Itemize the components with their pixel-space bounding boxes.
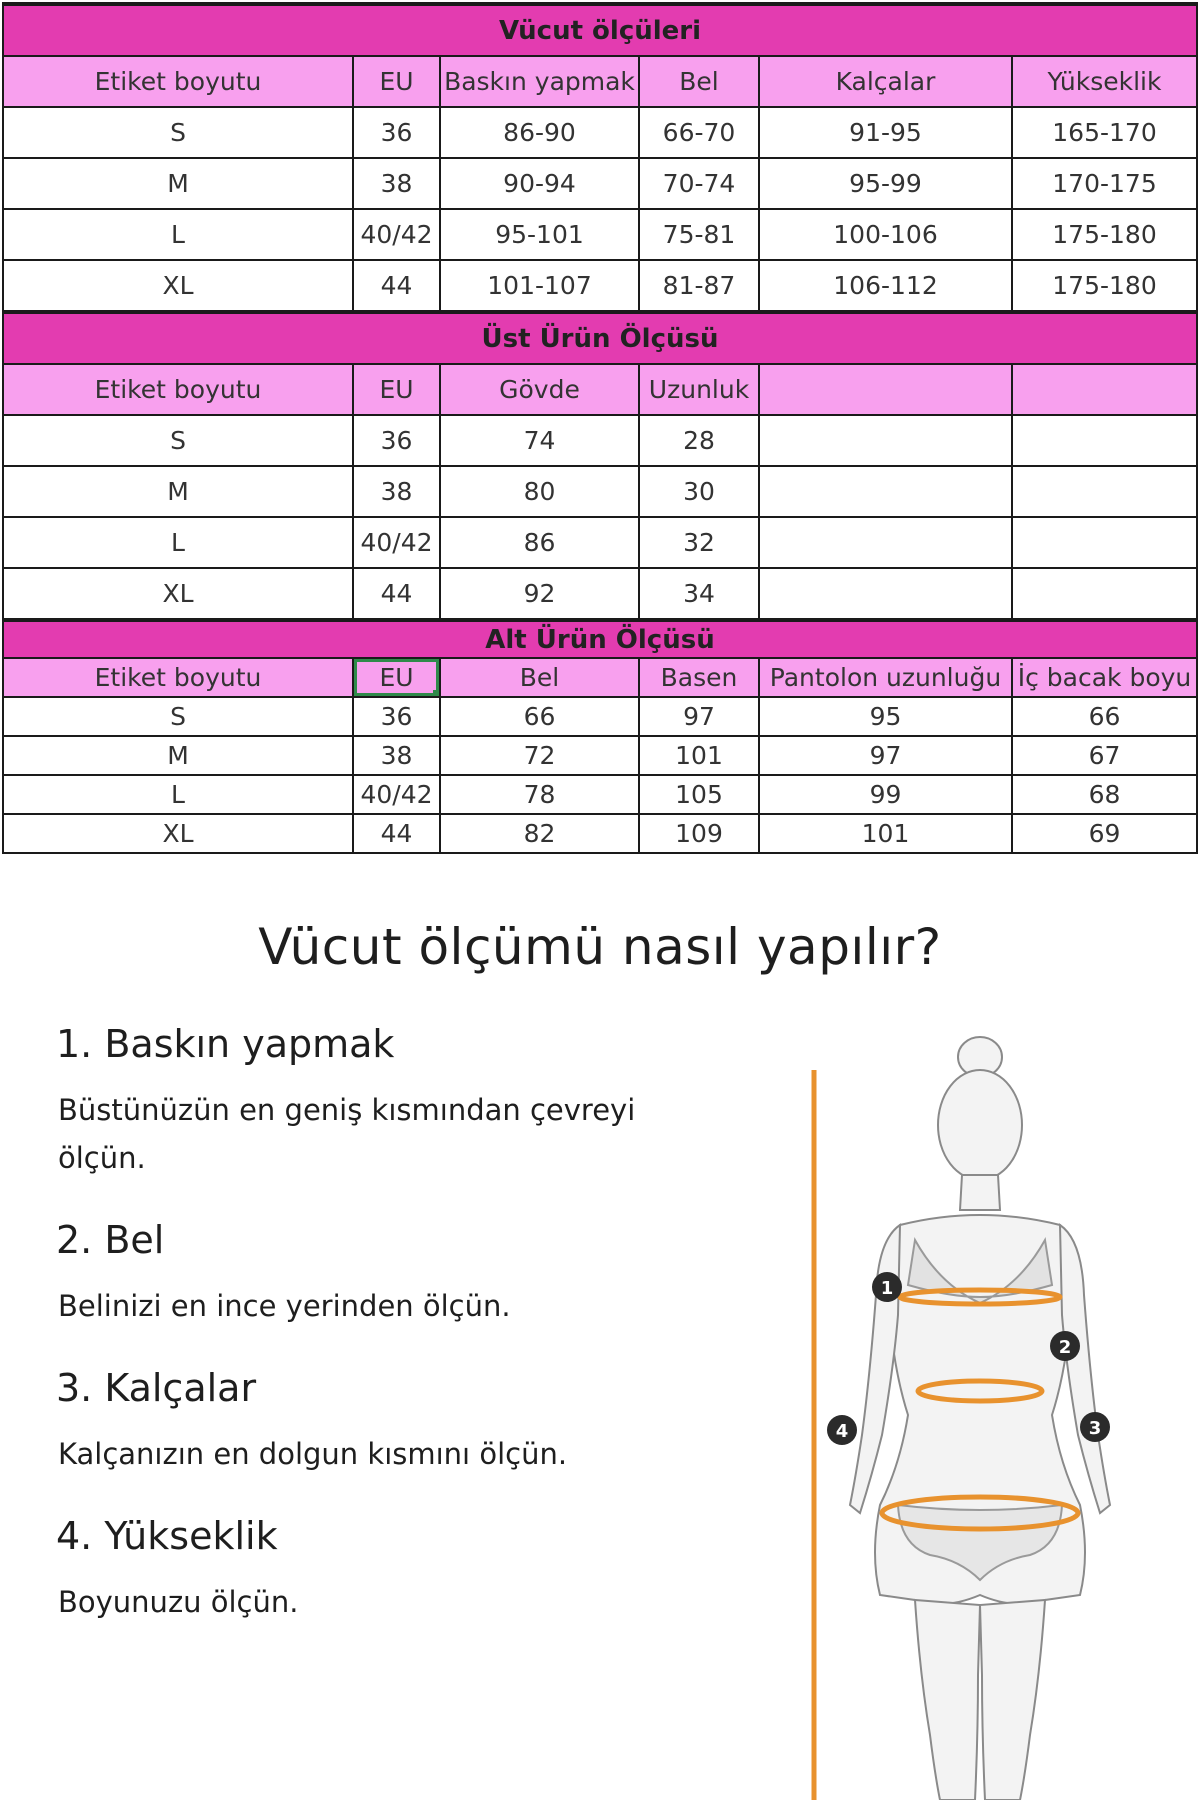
table-cell[interactable]: 92 (440, 568, 639, 620)
table-cell[interactable]: 66 (440, 697, 639, 736)
table-cell[interactable]: S (3, 697, 353, 736)
step-2-text: Belinizi en ince yerinden ölçün. (58, 1289, 511, 1323)
step-4-text: Boyunuzu ölçün. (58, 1585, 299, 1619)
table-row (3, 736, 1197, 775)
table-row (3, 260, 1197, 312)
table-cell[interactable]: 32 (639, 517, 759, 568)
top-product-title: Üst Ürün Ölçüsü (3, 312, 1197, 364)
table-cell[interactable] (759, 568, 1012, 620)
header-cell[interactable]: Bel (639, 56, 759, 107)
table-cell[interactable]: 106-112 (759, 260, 1012, 312)
table-cell[interactable]: XL (3, 568, 353, 620)
marker-1 (872, 1272, 902, 1302)
header-cell[interactable]: Basen (639, 658, 759, 697)
table-cell[interactable]: L (3, 209, 353, 260)
table-cell[interactable]: 86-90 (440, 107, 639, 158)
marker-2-label: 2 (1058, 1337, 1072, 1358)
table-cell[interactable]: S (3, 107, 353, 158)
woman-silhouette (850, 1037, 1110, 1800)
table-cell[interactable]: 101 (639, 736, 759, 775)
header-cell[interactable]: Gövde (440, 364, 639, 415)
table-cell[interactable]: L (3, 775, 353, 814)
table-row (3, 775, 1197, 814)
header-cell[interactable]: Yükseklik (1012, 56, 1197, 107)
table-cell[interactable] (1012, 466, 1197, 517)
table-cell[interactable]: 95-101 (440, 209, 639, 260)
table-cell[interactable]: 68 (1012, 775, 1197, 814)
step-2-heading: 2. Bel (56, 1218, 165, 1262)
table-cell[interactable]: 34 (639, 568, 759, 620)
table-cell[interactable]: 38 (353, 736, 440, 775)
table-row (3, 107, 1197, 158)
marker-2 (1050, 1331, 1080, 1361)
table-cell[interactable]: 175-180 (1012, 209, 1197, 260)
marker-4-label: 4 (835, 1421, 849, 1442)
header-cell[interactable]: Etiket boyutu (3, 658, 353, 697)
table-cell[interactable]: 66 (1012, 697, 1197, 736)
table-cell[interactable]: M (3, 158, 353, 209)
body-measurement-figure (790, 1035, 1150, 1800)
table-cell[interactable]: 165-170 (1012, 107, 1197, 158)
step-3-heading: 3. Kalçalar (56, 1366, 257, 1410)
table-cell[interactable]: 105 (639, 775, 759, 814)
table-cell[interactable]: 66-70 (639, 107, 759, 158)
table-cell[interactable]: 28 (639, 415, 759, 466)
table-cell[interactable]: 36 (353, 107, 440, 158)
table-cell[interactable]: 36 (353, 697, 440, 736)
table-cell[interactable] (1012, 517, 1197, 568)
table-cell[interactable]: 67 (1012, 736, 1197, 775)
table-cell[interactable]: 97 (639, 697, 759, 736)
table-cell[interactable]: 95-99 (759, 158, 1012, 209)
marker-3 (1080, 1412, 1110, 1442)
table-cell[interactable]: 38 (353, 466, 440, 517)
table-cell[interactable]: 40/42 (353, 775, 440, 814)
table-cell[interactable]: 101 (759, 814, 1012, 853)
step-1-text: Büstünüzün en geniş kısmından çevreyi ölçün. (58, 1093, 636, 1175)
table-row (3, 568, 1197, 620)
table-row (3, 466, 1197, 517)
header-cell[interactable]: Kalçalar (759, 56, 1012, 107)
table-row (3, 697, 1197, 736)
header-cell[interactable] (1012, 364, 1197, 415)
table-row (3, 415, 1197, 466)
guide-title: Vücut ölçümü nasıl yapılır? (258, 918, 942, 976)
table-cell[interactable]: 82 (440, 814, 639, 853)
table-cell[interactable] (1012, 415, 1197, 466)
table-cell[interactable]: S (3, 415, 353, 466)
header-cell[interactable]: İç bacak boyu (1012, 658, 1197, 697)
header-cell[interactable]: Pantolon uzunluğu (759, 658, 1012, 697)
header-cell[interactable]: Etiket boyutu (3, 364, 353, 415)
table-cell[interactable]: 86 (440, 517, 639, 568)
table-cell[interactable]: 175-180 (1012, 260, 1197, 312)
header-cell[interactable]: EU (353, 364, 440, 415)
table-cell[interactable] (759, 415, 1012, 466)
table-cell[interactable]: 101-107 (440, 260, 639, 312)
table-cell[interactable]: 109 (639, 814, 759, 853)
table-cell[interactable] (1012, 568, 1197, 620)
table-cell[interactable]: 36 (353, 415, 440, 466)
table-cell[interactable]: 74 (440, 415, 639, 466)
table-cell[interactable]: 78 (440, 775, 639, 814)
table-cell[interactable]: 44 (353, 260, 440, 312)
header-cell[interactable]: Baskın yapmak (440, 56, 639, 107)
table-cell[interactable]: M (3, 466, 353, 517)
marker-4 (827, 1415, 857, 1445)
step-3-text: Kalçanızın en dolgun kısmını ölçün. (58, 1437, 568, 1471)
table-row (3, 814, 1197, 853)
marker-1-label: 1 (880, 1278, 894, 1299)
table-cell[interactable]: 97 (759, 736, 1012, 775)
size-chart-table (2, 2, 1198, 854)
selected-header-cell[interactable]: EU (353, 658, 440, 697)
table-cell[interactable]: 69 (1012, 814, 1197, 853)
table-cell[interactable]: 40/42 (353, 517, 440, 568)
table-cell[interactable]: 75-81 (639, 209, 759, 260)
header-cell[interactable]: Uzunluk (639, 364, 759, 415)
header-cell[interactable]: Bel (440, 658, 639, 697)
step-4-heading: 4. Yükseklik (56, 1514, 278, 1558)
body-measurements-title: Vücut ölçüleri (3, 4, 1197, 56)
header-cell[interactable]: EU (353, 56, 440, 107)
table-cell[interactable] (759, 517, 1012, 568)
table-row (3, 209, 1197, 260)
table-cell[interactable]: 40/42 (353, 209, 440, 260)
table-cell[interactable]: 100-106 (759, 209, 1012, 260)
table-cell[interactable] (759, 466, 1012, 517)
table-cell[interactable]: 72 (440, 736, 639, 775)
table-cell[interactable]: 70-74 (639, 158, 759, 209)
table-cell[interactable]: XL (3, 814, 353, 853)
marker-3-label: 3 (1088, 1418, 1102, 1439)
header-cell[interactable] (759, 364, 1012, 415)
table-cell[interactable]: 44 (353, 814, 440, 853)
bottom-product-title: Alt Ürün Ölçüsü (3, 620, 1197, 658)
table-cell[interactable]: 44 (353, 568, 440, 620)
table-cell[interactable]: 81-87 (639, 260, 759, 312)
table-cell[interactable]: 30 (639, 466, 759, 517)
table-cell[interactable]: 99 (759, 775, 1012, 814)
table-cell[interactable]: 95 (759, 697, 1012, 736)
step-1-heading: 1. Baskın yapmak (56, 1022, 395, 1066)
table-cell[interactable]: 80 (440, 466, 639, 517)
table-cell[interactable]: M (3, 736, 353, 775)
table-cell[interactable]: 90-94 (440, 158, 639, 209)
table-row (3, 158, 1197, 209)
table-row (3, 517, 1197, 568)
header-cell[interactable]: Etiket boyutu (3, 56, 353, 107)
table-cell[interactable]: 170-175 (1012, 158, 1197, 209)
table-cell[interactable]: 91-95 (759, 107, 1012, 158)
table-cell[interactable]: L (3, 517, 353, 568)
table-cell[interactable]: XL (3, 260, 353, 312)
table-cell[interactable]: 38 (353, 158, 440, 209)
